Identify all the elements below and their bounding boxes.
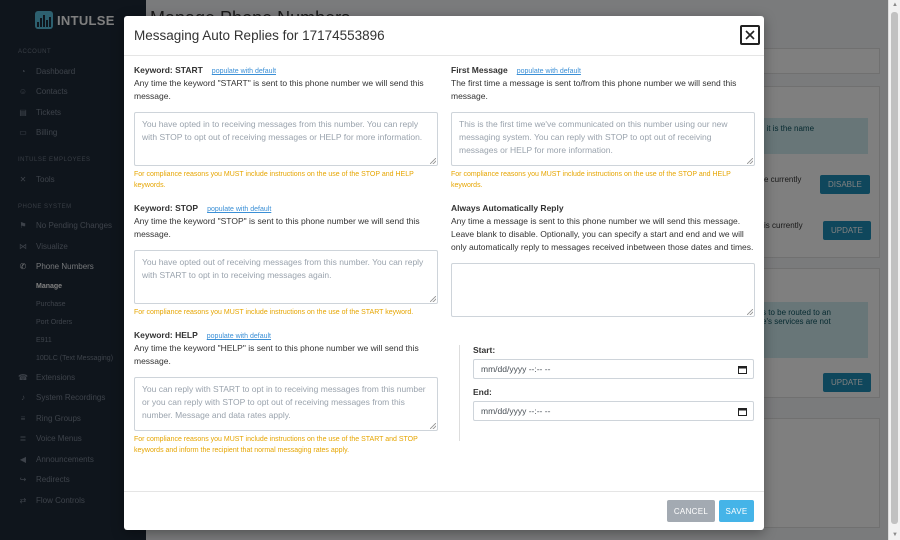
start-date-label: Start: [473,345,496,355]
stop-description: Any time the keyword "STOP" is sent to this phone number we will send this message. [134,216,420,239]
start-populate-default-link[interactable]: populate with default [211,68,277,75]
auto-replies-modal [124,16,764,530]
end-date-label: End: [473,387,492,397]
help-compliance-warning: For compliance reasons you MUST include instructions on the use of the START and STOP keywords and inform the recipient that normal messaging rates apply. [134,436,418,454]
first-compliance-warning: For compliance reasons you MUST include instructions on the use of the STOP and HELP keywords. [451,171,731,189]
help-description: Any time the keyword "HELP" is sent to this phone number we will send this message. [134,343,419,366]
modal-footer [124,491,764,530]
stop-message-textarea[interactable]: You have opted out of receiving messages from this number. You can reply with START to opt in to receiving messages again. [134,250,438,304]
always-reply-textarea[interactable] [451,263,755,317]
scroll-up-icon[interactable]: ▲ [892,2,898,8]
start-date-placeholder: mm/dd/yyyy --:-- -- [481,364,551,374]
start-message-textarea[interactable]: You have opted in to receiving messages from this number. You can reply with STOP to opt out of receiving messages or HELP for more information. [134,112,438,166]
stop-keyword-title: Keyword: STOP [134,203,199,213]
date-range [473,345,754,421]
help-message-textarea[interactable]: You can reply with START to opt in to receiving messages from this number or you can reply with STOP to opt out of receiving messages from this number. Message and data rates apply. [134,377,438,431]
always-reply-description: Any time a message is sent to this phone number we will send this message. Leave blank to disable. Optionally, you can specify a start and end and we will only automatically reply to messages received inbetween those dates and times. [451,216,754,252]
close-button[interactable] [740,25,760,45]
calendar-icon[interactable] [738,365,747,374]
first-message-textarea[interactable]: This is the first time we've communicated on this number using our new messaging system. You can reply with STOP to opt out of receiving messages or HELP for more information. [451,112,755,166]
close-icon [745,30,755,40]
modal-title: Messaging Auto Replies for 17174553896 [134,28,385,43]
first-message-title: First Message [451,65,508,75]
cancel-button[interactable]: CANCEL [667,500,715,522]
start-description: Any time the keyword "START" is sent to this phone number we will send this message. [134,78,424,101]
right-column [451,65,756,317]
start-keyword-title: Keyword: START [134,65,203,75]
scrollbar-thumb[interactable] [891,12,898,524]
always-reply-title: Always Automatically Reply [451,203,564,213]
help-populate-default-link[interactable]: populate with default [206,333,271,340]
save-button[interactable]: SAVE [719,500,754,522]
stop-compliance-warning: For compliance reasons you MUST include instructions on the use of the START keyword. [134,309,414,316]
start-date-input[interactable] [473,359,754,379]
end-date-input[interactable] [473,401,754,421]
date-range-divider [459,345,460,441]
left-column [134,65,439,456]
modal-body [124,57,764,491]
calendar-icon[interactable] [738,407,747,416]
modal-header [124,16,764,56]
stop-populate-default-link[interactable]: populate with default [207,206,272,213]
start-compliance-warning: For compliance reasons you MUST include instructions on the use of the STOP and HELP keywords. [134,171,414,189]
help-keyword-title: Keyword: HELP [134,330,198,340]
end-date-placeholder: mm/dd/yyyy --:-- -- [481,406,551,416]
first-populate-default-link[interactable]: populate with default [516,68,581,75]
first-message-description: The first time a message is sent to/from this phone number we will send this message. [451,78,737,101]
page-scrollbar[interactable] [888,0,900,540]
scroll-down-icon[interactable]: ▼ [892,532,898,538]
